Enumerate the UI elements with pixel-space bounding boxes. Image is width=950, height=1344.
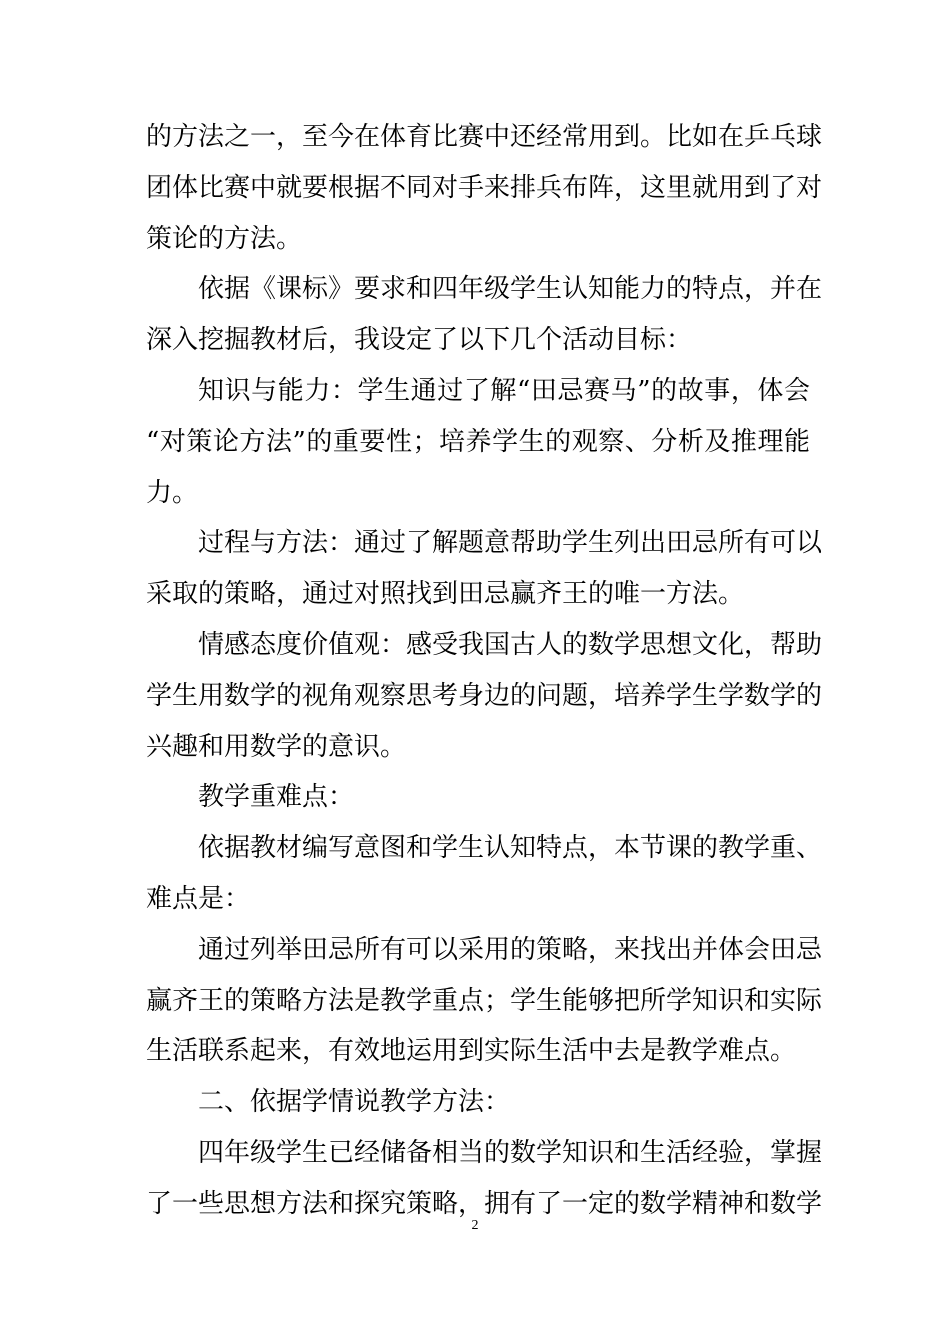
text-line: 采取的策略，通过对照找到田忌赢齐王的唯一方法。	[146, 579, 745, 610]
text-line: 策论的方法。	[146, 223, 303, 254]
text-line: 依据教材编写意图和学生认知特点，本节课的教学重、	[198, 833, 823, 864]
text-line: 力。	[146, 477, 199, 508]
text-line: 通过列举田忌所有可以采用的策略，来找出并体会田忌	[198, 934, 823, 965]
text-line: “对策论方法”的重要性；培养学生的观察、分析及推理能	[146, 426, 810, 457]
text-line: 团体比赛中就要根据不同对手来排兵布阵，这里就用到了对	[146, 172, 823, 203]
text-line: 难点是：	[146, 883, 251, 914]
text-line: 过程与方法：通过了解题意帮助学生列出田忌所有可以	[198, 528, 823, 559]
text-line: 兴趣和用数学的意识。	[146, 731, 407, 762]
text-line: 情感态度价值观：感受我国古人的数学思想文化，帮助	[198, 629, 823, 660]
text-line: 依据《课标》要求和四年级学生认知能力的特点，并在	[198, 274, 823, 305]
text-line: 生活联系起来，有效地运用到实际生活中去是教学难点。	[146, 1036, 797, 1067]
text-line: 学生用数学的视角观察思考身边的问题，培养学生学数学的	[146, 680, 823, 711]
text-line: 的方法之一，至今在体育比赛中还经常用到。比如在乒乓球	[146, 122, 823, 152]
text-line: 四年级学生已经储备相当的数学知识和生活经验，掌握	[198, 1137, 823, 1168]
body-text	[146, 112, 823, 1230]
section-heading: 二、依据学情说教学方法：	[198, 1087, 511, 1118]
page-number: 2	[471, 1218, 479, 1233]
section-heading: 教学重难点：	[198, 782, 355, 813]
text-line: 赢齐王的策略方法是教学重点；学生能够把所学知识和实际	[146, 985, 823, 1016]
text-line: 深入挖掘教材后，我设定了以下几个活动目标：	[146, 325, 693, 356]
text-line: 了一些思想方法和探究策略，拥有了一定的数学精神和数学	[146, 1188, 823, 1219]
text-line: 知识与能力：学生通过了解“田忌赛马”的故事，体会	[198, 375, 810, 406]
